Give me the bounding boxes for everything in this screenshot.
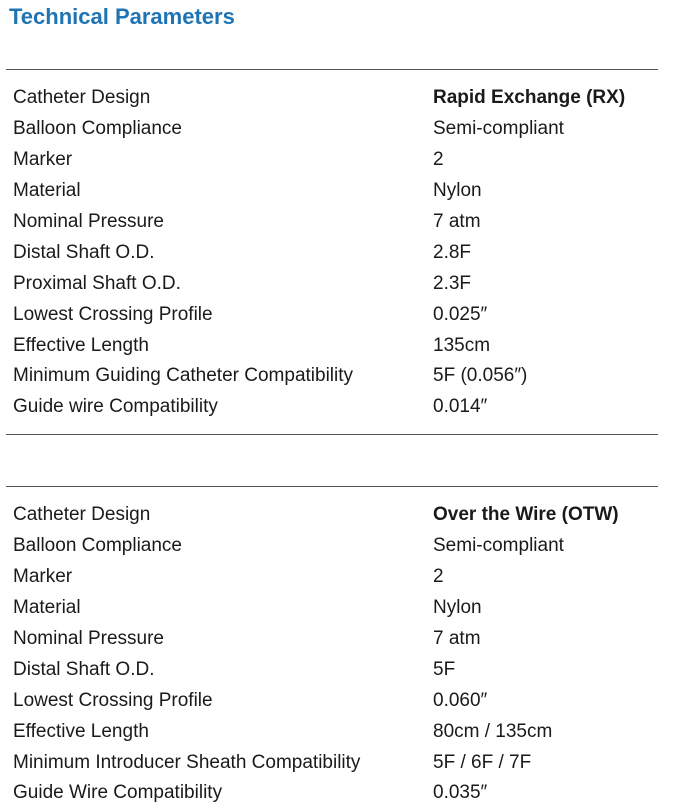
table-row xyxy=(13,747,663,778)
table-row xyxy=(13,268,663,299)
parameter-value: 0.025″ xyxy=(433,303,488,325)
parameter-value: 7 atm xyxy=(433,628,481,649)
parameter-label: Distal Shaft O.D. xyxy=(13,658,155,680)
parameter-value: Semi-compliant xyxy=(433,118,564,140)
parameter-value: Semi-compliant xyxy=(433,535,564,557)
parameter-label: Balloon Compliance xyxy=(13,118,182,140)
parameter-label: Balloon Compliance xyxy=(13,535,182,557)
parameter-value: 2.8F xyxy=(433,241,472,263)
parameter-value: 5F / 6F / 7F xyxy=(433,751,532,773)
table-bottom-rule-rx xyxy=(6,434,658,435)
parameter-label: Nominal Pressure xyxy=(13,628,164,649)
table-row xyxy=(13,716,663,747)
table-row xyxy=(13,114,663,145)
table-row xyxy=(13,330,663,361)
parameter-value: 5F (0.056″) xyxy=(433,365,528,387)
parameter-label: Minimum Introducer Sheath Compatibility xyxy=(13,751,361,773)
table-row xyxy=(13,500,663,531)
parameter-value: 80cm / 135cm xyxy=(433,720,553,742)
table-row xyxy=(13,207,663,238)
parameter-value: Over the Wire (OTW) xyxy=(433,504,619,526)
parameter-value: 2 xyxy=(433,566,444,588)
parameter-label: Nominal Pressure xyxy=(13,211,164,232)
table-top-rule-rx xyxy=(6,69,658,70)
table-row xyxy=(13,176,663,207)
table-row xyxy=(13,685,663,716)
table-row xyxy=(13,361,663,392)
table-row xyxy=(13,593,663,624)
parameter-value: 2.3F xyxy=(433,272,472,294)
parameter-label: Material xyxy=(13,180,81,202)
table-row xyxy=(13,654,663,685)
parameter-label: Guide wire Compatibility xyxy=(13,396,218,418)
parameter-label: Lowest Crossing Profile xyxy=(13,689,213,711)
parameter-value: 0.060″ xyxy=(433,689,488,711)
page-title: Technical Parameters xyxy=(9,4,235,29)
parameter-label: Material xyxy=(13,597,81,619)
table-row xyxy=(13,531,663,562)
table-row xyxy=(13,299,663,330)
parameter-label: Guide Wire Compatibility xyxy=(13,782,223,804)
table-row xyxy=(13,778,663,809)
parameter-label: Lowest Crossing Profile xyxy=(13,303,213,325)
parameter-label: Catheter Design xyxy=(13,504,151,526)
parameter-label: Effective Length xyxy=(13,334,149,356)
parameter-value: 2 xyxy=(433,149,444,171)
parameter-label: Distal Shaft O.D. xyxy=(13,241,155,263)
otw-parameters-table xyxy=(13,500,663,809)
parameter-value: 7 atm xyxy=(433,211,481,232)
parameter-value: Rapid Exchange (RX) xyxy=(433,87,626,109)
parameter-label: Minimum Guiding Catheter Compatibility xyxy=(13,365,354,387)
parameter-label: Marker xyxy=(13,566,73,588)
rx-parameters-table xyxy=(13,83,663,423)
parameter-label: Catheter Design xyxy=(13,87,151,109)
table-top-rule-otw xyxy=(6,486,658,487)
parameter-label: Marker xyxy=(13,149,73,171)
table-row xyxy=(13,562,663,593)
table-row xyxy=(13,392,663,423)
parameter-value: 135cm xyxy=(433,334,491,356)
parameter-label: Proximal Shaft O.D. xyxy=(13,272,181,294)
table-row xyxy=(13,145,663,176)
parameter-value: Nylon xyxy=(433,597,482,619)
table-row xyxy=(13,624,663,655)
parameter-label: Effective Length xyxy=(13,720,149,742)
table-row xyxy=(13,83,663,114)
parameter-value: 5F xyxy=(433,658,456,680)
parameter-value: 0.014″ xyxy=(433,396,488,418)
table-row xyxy=(13,237,663,268)
parameter-value: Nylon xyxy=(433,180,482,202)
parameter-value: 0.035″ xyxy=(433,782,488,804)
